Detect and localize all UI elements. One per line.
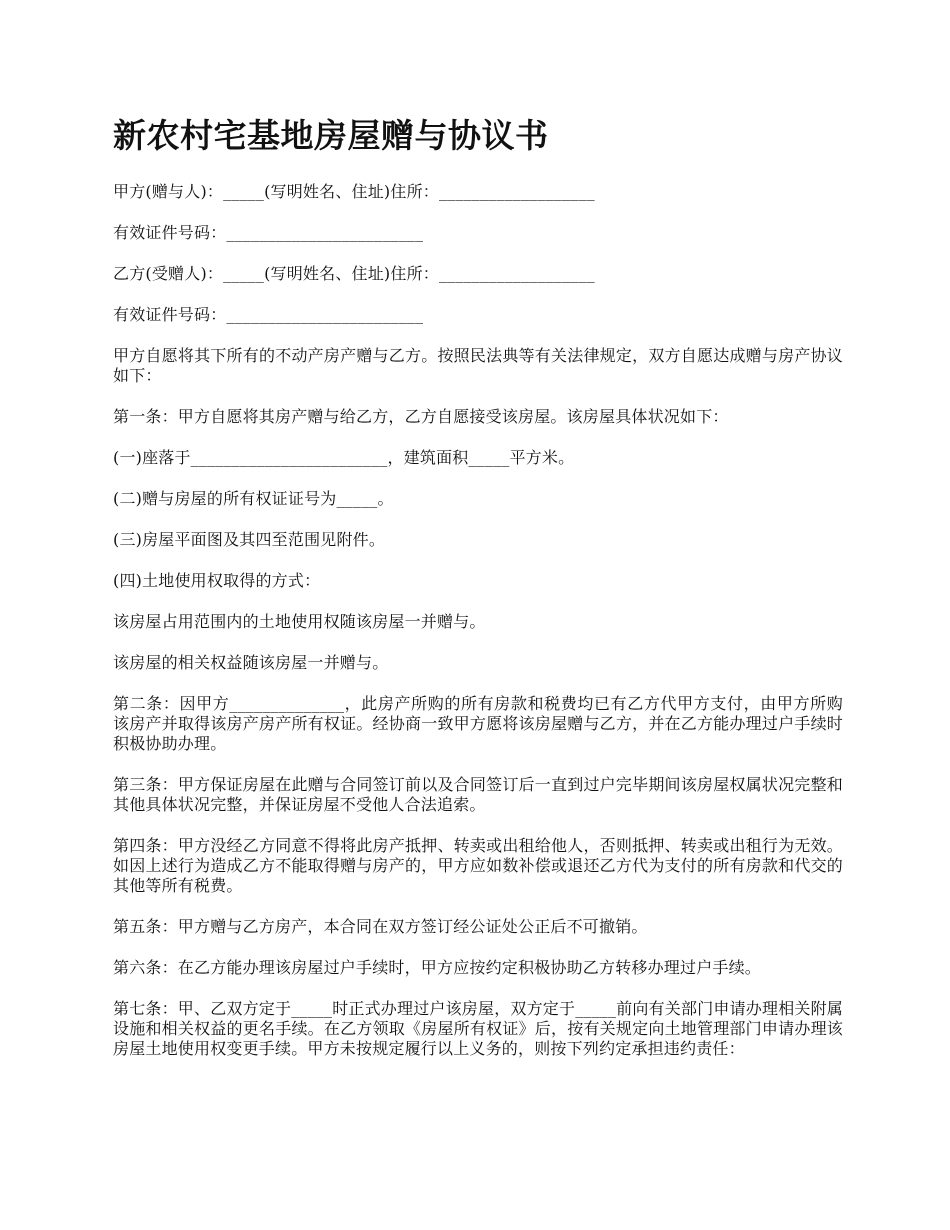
related-rights-paragraph: 该房屋的相关权益随该房屋一并赠与。	[113, 653, 389, 672]
article-7-paragraph: 第七条：甲、乙双方定于_____时正式办理过户该房屋，双方定于_____前向有关部门申请办理相关附属设施和相关权益的更名手续。在乙方领取《房屋所有权证》后，按有关规定向土地管理部门申请办理该房屋土地使用权变更手续。甲方未按规定履行以上义务的，则按下列约定承担违约责任：	[113, 999, 844, 1058]
donor-id-line: 有效证件号码：________________________	[113, 223, 424, 242]
article-1-item-4: (四)土地使用权取得的方式：	[113, 571, 321, 590]
recipient-info-line: 乙方(受赠人)：_____(写明姓名、住址)住所：___________________	[113, 264, 595, 283]
article-6-paragraph: 第六条：在乙方能办理该房屋过户手续时，甲方应按约定积极协助乙方转移办理过户手续。	[113, 958, 762, 977]
article-3-paragraph: 第三条：甲方保证房屋在此赠与合同签订前以及合同签订后一直到过户完毕期间该房屋权属状况完整和其他具体状况完整，并保证房屋不受他人合法追索。	[113, 775, 843, 814]
document-page	[113, 110, 843, 1080]
article-4-paragraph: 第四条：甲方没经乙方同意不得将此房产抵押、转卖或出租给他人，否则抵押、转卖或出租行为无效。如因上述行为造成乙方不能取得赠与房产的，甲方应如数补偿或退还乙方代为支付的所有房款和代交的其他等所有税费。	[113, 836, 843, 895]
article-1-item-3: (三)房屋平面图及其四至范围见附件。	[113, 530, 386, 549]
preamble-paragraph: 甲方自愿将其下所有的不动产房产赠与乙方。按照民法典等有关法律规定，双方自愿达成赠与房产协议如下：	[113, 346, 843, 385]
article-1-item-1: (一)座落于________________________，建筑面积_____平方米。	[113, 448, 575, 467]
donor-info-line: 甲方(赠与人)：_____(写明姓名、住址)住所：___________________	[113, 182, 595, 201]
article-5-paragraph: 第五条：甲方赠与乙方房产，本合同在双方签订经公证处公正后不可撤销。	[113, 917, 648, 936]
document-title: 新农村宅基地房屋赠与协议书	[113, 116, 549, 155]
land-use-right-paragraph: 该房屋占用范围内的土地使用权随该房屋一并赠与。	[113, 612, 486, 631]
article-1-paragraph: 第一条：甲方自愿将其房产赠与给乙方，乙方自愿接受该房屋。该房屋具体状况如下：	[113, 407, 729, 426]
article-1-item-2: (二)赠与房屋的所有权证证号为_____。	[113, 489, 394, 508]
recipient-id-line: 有效证件号码：________________________	[113, 305, 424, 324]
article-2-paragraph: 第二条：因甲方______________，此房产所购的所有房款和税费均已有乙方代甲方支付，由甲方所购该房产并取得该房产房产所有权证。经协商一致甲方愿将该房屋赠与乙方，并在乙方能办理过户手续时积极协助办理。	[113, 694, 843, 753]
